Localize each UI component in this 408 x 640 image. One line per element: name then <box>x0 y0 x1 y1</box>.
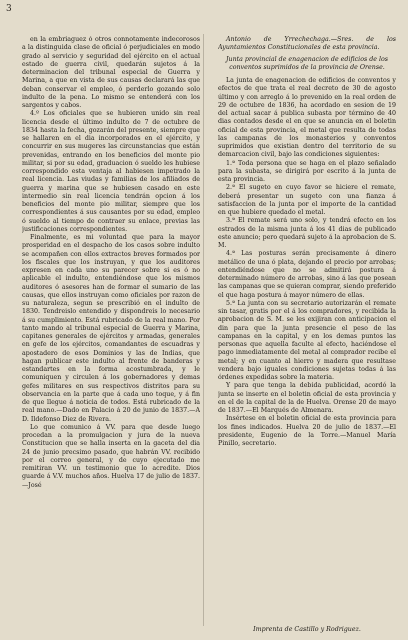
left-column <box>22 36 200 626</box>
left-paragraph: Finalmente, es mi voluntad que para la mayor prosperidad en el despacho de los casos sobre indulto se acompañen con ellos extractos breves formados por los fiscales que los instruyan, y que los auditores expresen en cada uno su parecer sobre si es ó no aplicable el indulto, entendiéndose que los mismos auditores ó asesores han de formar el sumario de las causas, que ellos instruyan como oficiales por razon de su naturaleza, segun se prescribió en el indulto de 1830. Tendreislo entendido y dispondreis lo necesario á su cumplimiento. Está rubricado de la real mano. Por tanto mando al tribunal especial de Guerra y Marina, capitanes generales de ejércitos y armadas, generales en gefe de los ejércitos, comandantes de escuadras y apostadero de esos Dominios y las de Indias, que hagan publicar este indulto al frente de banderas y estandartes en la forma acostumbrada, y le comuniquen y circulen á los gobernadores y demas gefes militares en sus respectivos distritos para su observancia en la parte que á cada uno toque, y á fin de que llegue á noticia de todos. Está rubricado de la real mano.—Dado en Palacio á 20 de junio de 1837.—A D. Ildefonso Diez de Rivera. <box>22 234 200 423</box>
right-paragraph: La junta de enagenacion de edificios de conventos y efectos de que trata el real decreto de 30 de agosto último y con arreglo á lo prevenido en la real orden de 29 de octubre de 1836, ha acordado en sesion de 19 del actual sacar á publica subasta por término de 40 dias contados desde el en que se anuncia en el boletin oficial de esta provincia, el metal que resulta de todas las campanas de los monasterios y conventos suprimidos que existian dentro del territorio de su demarcacion civil, bajo las condiciones siguientes: <box>218 77 396 159</box>
section-heading: Junta provincial de enagenacion de edificios de los conventos suprimidos de la provincia de Orense. <box>225 55 389 71</box>
right-paragraph: Insértese en el boletin oficial de esta provincia para los fines indicados. Huelva 20 de julio de 1837.—El presidente, Eugenio de la Torre.—Manuel María Pinillo, secretario. <box>218 415 396 447</box>
right-paragraph: 2.ª El sugeto en cuyo favor se hiciere el remate, deberá presentar un sugeto con una fianza á satisfaccion de la junta por el importe de la cantidad en que hubiere quedado el metal. <box>218 184 396 216</box>
right-paragraph: 5.ª La junta con su secretario autorizarán el remate sin tasar, gratis por el á los compradores, y recibida la aprobacion de S. M. se les exijiran con anticipacion el din para que la junta presencie el peso de las campanas en la capital, y en los demas puntos las personas que aquella faculte al efecto, haciéndose el pago inmediatamente del metal al comprador recibe el metal; y en cuanto al hierro y madera que resultase vendera bajo iguales condiciones sujetas todas á las órdenes expedidas sobre la materia. <box>218 299 396 381</box>
right-paragraph: Y para que tenga la debida publicidad, acordó la junta se inserte en el boletin oficial de esta provincia y en el de la capital de la de Huelva. Orense 20 de mayo de 1837.—El Marqués de Almenara. <box>218 382 396 414</box>
left-paragraph: Lo que comunico á VV. para que desde luego procedan a la promulgacion y jura de la nueva Constitucion que se halla inserta en la gaceta del dia 24 de junio precsimo pasado, que habrán VV. recibido por el correo general, y de cuyo ejecutado me remitiran VV. un testimonio que lo acredite. Dios guarde á V.V. muchos años. Huelva 17 de julio de 1837.—José <box>22 423 200 489</box>
right-paragraph: 1.ª Toda persona que se haga en el plazo señalado para la subasta, se dirigirá por escrito á la junta de esta provincia. <box>218 159 396 183</box>
signature-line: Antonio de Yrrechechaga.—Sres. de los Ayuntamientos Constitucionales de esta provincia. <box>218 36 396 52</box>
right-paragraph: 3.ª El remate será uno solo, y tendrá efecto en los estrados de la misma junta á los 41 dias de publicado este anuncio; pero quedará sujeto á la aprobacion de S. M. <box>218 217 396 249</box>
right-paragraph: 4.ª Las posturas serán precisamente á dinero metálico de una ó plata, dejando el precio por arrobas; entendiéndose que no se admitirá postura á determinado número de arrobas, sino á las que posean las campanas que se quieran comprar, siendo preferido el que haga postura á mayor número de ellas. <box>218 250 396 299</box>
printer-imprint: Imprenta de Castillo y Rodriguez. <box>253 626 361 633</box>
left-paragraph: 4.º Los oficiales que se hubieren unido sin real licencia desde el último indulto de 7 de octubre de 1834 hasta la fecha, gozarán del presente, siempre que se hallaren en el dia incorporados en el ejército, y concurrir en sus mugeres las circunstancias que están prevenidas, entrando en los beneficios del monte pio militar, si por su edad, graduacion ó sueldo les hubiese correspondido esta ventaja al habiesen impetrado la real licencia. Las viudas y familias de los afiliados de guerra y marina que se hubiesen casado en este intermedio sin real licencia tendrán opcion á los beneficios del monte pio militar, siempre que los correspondientes á sus causantes por su edad, empleo ó sueldo al tiempo de contraer su enlace, previas las justificaciones correspondientes. <box>22 110 200 233</box>
left-paragraph: en la embriaguez ó otros connotamente indecorosos a la distinguida clase de oficial ó perjudiciales en modo grado al servicio y seguridad del ejército en el actual estado de guerra civil, quedarán sujetos á la determinacion del tribunal especial de Guerra y Marina, a que en vista de sus causas declarará las que deban conservar el empleo, ó perderlo gozando solo indulto de la pena. Lo mismo se entenderá con los sargentos y cabos. <box>22 36 200 109</box>
page-number: 3 <box>6 4 12 14</box>
right-column <box>218 36 396 626</box>
column-divider <box>203 34 204 626</box>
